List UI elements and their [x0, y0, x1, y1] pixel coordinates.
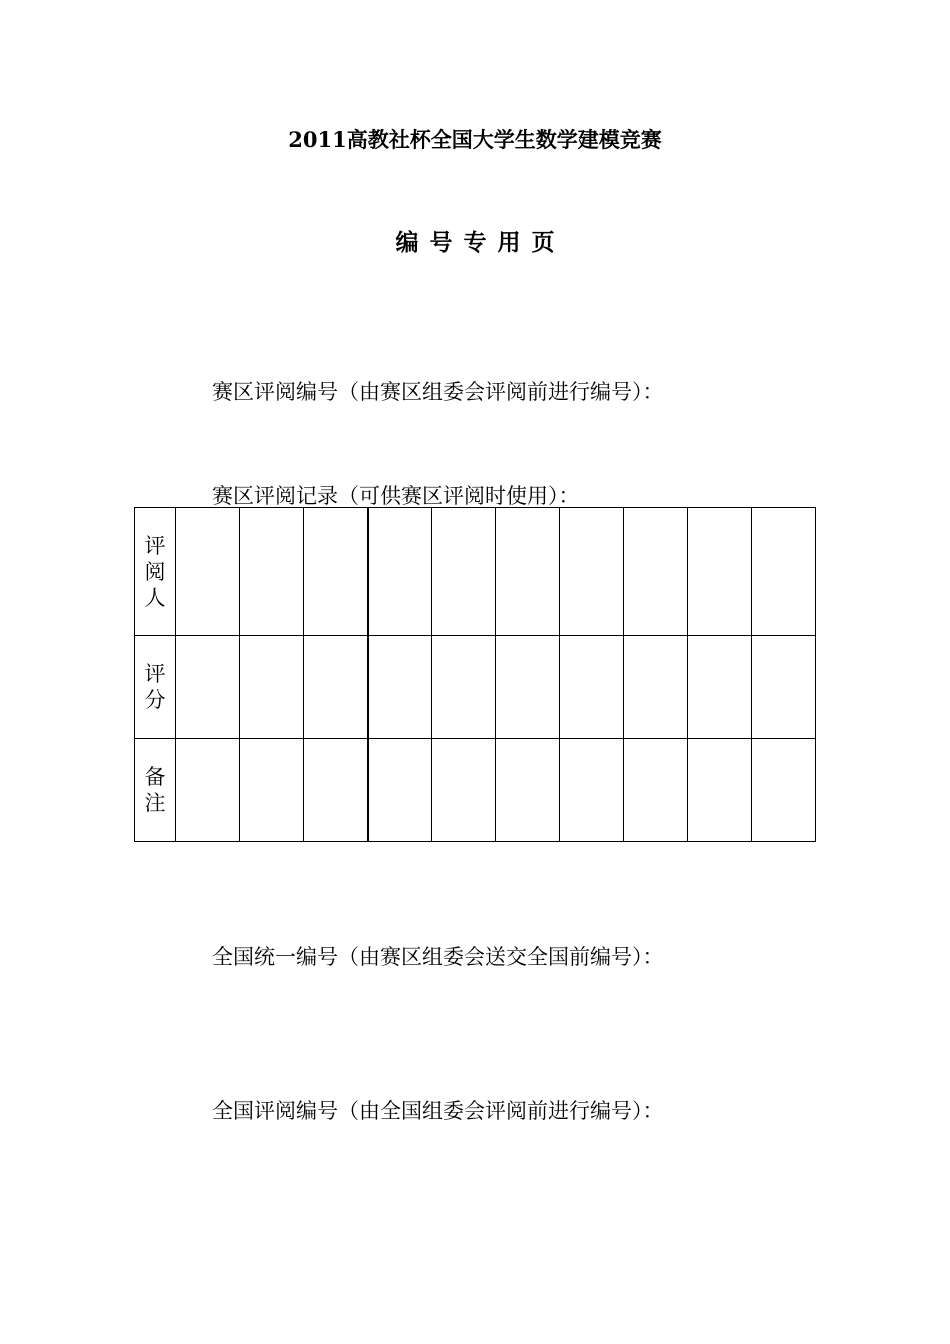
table-cell[interactable] — [176, 636, 240, 739]
table-cell[interactable] — [560, 739, 624, 842]
table-cell[interactable] — [688, 508, 752, 636]
table-cell[interactable] — [752, 636, 816, 739]
table-cell[interactable] — [432, 739, 496, 842]
table-row-remarks — [135, 739, 816, 842]
table-cell[interactable] — [240, 636, 304, 739]
table-row-score — [135, 636, 816, 739]
table-cell[interactable] — [624, 636, 688, 739]
table-cell[interactable] — [624, 739, 688, 842]
division-review-number-label: 赛区评阅编号（由赛区组委会评阅前进行编号）： — [212, 380, 664, 404]
table-cell[interactable] — [560, 508, 624, 636]
table-cell[interactable] — [240, 739, 304, 842]
national-unified-number-label: 全国统一编号（由赛区组委会送交全国前编号）： — [212, 945, 664, 969]
table-cell[interactable] — [752, 508, 816, 636]
table-row-reviewer — [135, 508, 816, 636]
row-header-score: 评 分 — [135, 636, 176, 739]
table-cell[interactable] — [624, 508, 688, 636]
table-cell[interactable] — [688, 636, 752, 739]
table-cell[interactable] — [688, 739, 752, 842]
table-cell[interactable] — [752, 739, 816, 842]
table-cell[interactable] — [304, 739, 368, 842]
table-cell[interactable] — [176, 739, 240, 842]
table-cell[interactable] — [304, 508, 368, 636]
table-cell[interactable] — [432, 636, 496, 739]
division-review-record-label: 赛区评阅记录（可供赛区评阅时使用）： — [212, 484, 580, 508]
table-cell[interactable] — [368, 508, 432, 636]
table-cell[interactable] — [560, 636, 624, 739]
table-cell[interactable] — [304, 636, 368, 739]
table-cell[interactable] — [432, 508, 496, 636]
table-cell[interactable] — [496, 508, 560, 636]
table-cell[interactable] — [496, 636, 560, 739]
table-cell[interactable] — [368, 636, 432, 739]
table-cell[interactable] — [240, 508, 304, 636]
page-subtitle: 编号专用页 — [395, 229, 566, 256]
row-header-reviewer: 评 阅 人 — [135, 508, 176, 636]
review-record-table — [134, 507, 816, 842]
table-cell[interactable] — [368, 739, 432, 842]
national-review-number-label: 全国评阅编号（由全国组委会评阅前进行编号）： — [212, 1099, 664, 1123]
table-cell[interactable] — [176, 508, 240, 636]
page-title: 2011高教社杯全国大学生数学建模竞赛 — [288, 127, 662, 152]
table-cell[interactable] — [496, 739, 560, 842]
row-header-remarks: 备 注 — [135, 739, 176, 842]
